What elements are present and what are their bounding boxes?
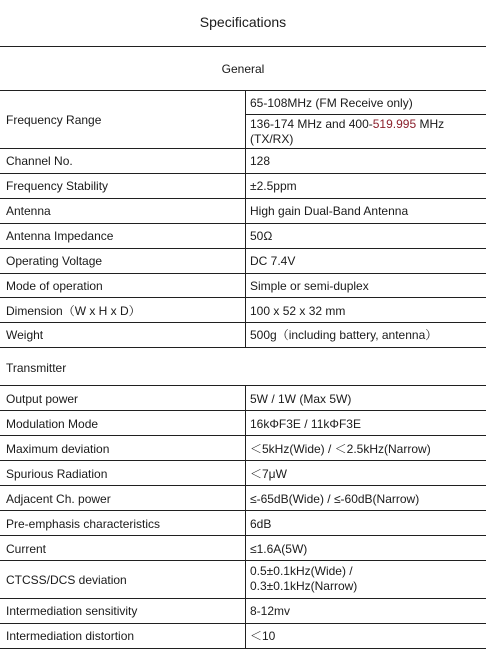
rule [0, 460, 486, 461]
rule [0, 297, 486, 298]
transmitter-row-label: Pre-emphasis characteristics [6, 517, 161, 531]
general-row-value: 50Ω [250, 229, 273, 243]
rule [0, 173, 486, 174]
transmitter-row-value: 16kΦF3E / 11kΦF3E [250, 417, 361, 431]
rule [0, 385, 486, 386]
rule [0, 648, 486, 649]
frequency-txrx-unit: MHz [416, 117, 445, 131]
transmitter-row-value: ＜5kHz(Wide) / ＜2.5kHz(Narrow) [250, 442, 431, 456]
general-row-label: Dimension（W x H x D） [6, 304, 141, 318]
rule [0, 223, 486, 224]
general-row-label: Weight [6, 328, 44, 342]
transmitter-row-label: Spurious Radiation [6, 467, 108, 481]
general-row-label: Frequency Stability [6, 179, 109, 193]
general-row-label: Mode of operation [6, 279, 103, 293]
general-row-value: ±2.5ppm [250, 179, 297, 193]
page-title: Specifications [199, 14, 287, 30]
section-general: General [221, 62, 265, 76]
rule [0, 347, 486, 348]
general-row-value: High gain Dual-Band Antenna [250, 204, 409, 218]
ctcss-value [250, 564, 357, 594]
transmitter-row-value: 5W / 1W (Max 5W) [250, 392, 352, 406]
general-row-label: Antenna Impedance [6, 229, 114, 243]
general-row-value: DC 7.4V [250, 254, 296, 268]
frequency-txrx-part: 136-174 MHz and 400- [250, 117, 373, 131]
rule [245, 114, 486, 115]
tail-row-value: ＜10 [250, 629, 276, 643]
transmitter-row-label: Output power [6, 392, 79, 406]
rule [0, 273, 486, 274]
general-row-value: 128 [250, 154, 271, 168]
rule [0, 410, 486, 411]
frequency-txrx-note: (TX/RX) [250, 132, 294, 146]
column-divider [245, 90, 246, 348]
rule [0, 435, 486, 436]
frequency-txrx-value [250, 117, 444, 147]
general-row-value: 100 x 52 x 32 mm [250, 304, 346, 318]
frequency-txrx-highlight: 519.995 [372, 117, 417, 131]
general-row-label: Operating Voltage [6, 254, 103, 268]
rule [0, 148, 486, 149]
transmitter-row-value: ＜7μW [250, 467, 287, 481]
tail-row-label: Intermediation sensitivity [6, 604, 138, 618]
rule [0, 90, 486, 91]
transmitter-row-label: Adjacent Ch. power [6, 492, 111, 506]
transmitter-row-value: ≤-65dB(Wide) / ≤-60dB(Narrow) [250, 492, 420, 506]
rule [0, 623, 486, 624]
rule [0, 485, 486, 486]
rule [0, 322, 486, 323]
rule [0, 598, 486, 599]
general-row-label: Channel No. [6, 154, 73, 168]
tail-row-value: 8-12mv [250, 604, 291, 618]
section-transmitter: Transmitter [6, 361, 67, 375]
rule [0, 560, 486, 561]
transmitter-row-value: ≤1.6A(5W) [250, 542, 308, 556]
transmitter-row-label: Modulation Mode [6, 417, 99, 431]
rule [0, 510, 486, 511]
transmitter-row-label: Current [6, 542, 47, 556]
transmitter-row-label: Maximum deviation [6, 442, 110, 456]
transmitter-row-value: 6dB [250, 517, 272, 531]
rule [0, 198, 486, 199]
tail-row-label: Intermediation distortion [6, 629, 135, 643]
rule [0, 535, 486, 536]
frequency-fm-value: 65-108MHz (FM Receive only) [250, 96, 413, 110]
rule [0, 46, 486, 47]
ctcss-label: CTCSS/DCS deviation [6, 573, 127, 587]
rule [0, 248, 486, 249]
general-row-label: Antenna [6, 204, 51, 218]
ctcss-value-wide: 0.5±0.1kHz(Wide) / [250, 564, 353, 578]
general-row-value: Simple or semi-duplex [250, 279, 369, 293]
column-divider [245, 385, 246, 649]
frequency-range-label: Frequency Range [6, 113, 102, 127]
ctcss-value-narrow: 0.3±0.1kHz(Narrow) [250, 579, 358, 593]
general-row-value: 500g（including battery, antenna） [250, 328, 438, 342]
